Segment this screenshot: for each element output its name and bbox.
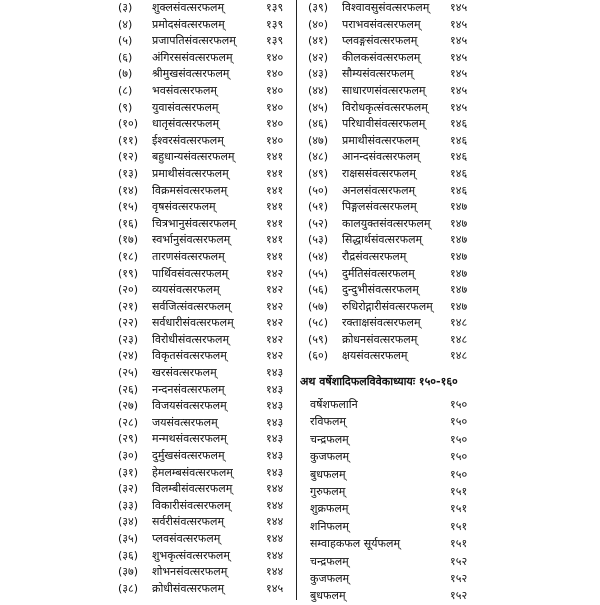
entry-title: कालयुक्तसंवत्सरफलम् [342,216,431,230]
entry-page-number: १४६ [450,150,468,164]
toc-entry [118,564,296,581]
toc-entry [118,332,296,349]
toc-entry [310,500,480,517]
toc-entry [310,431,480,448]
toc-entry [118,100,296,117]
toc-entry [118,133,296,150]
toc-entry [300,332,470,349]
toc-entry [118,33,296,50]
entry-page-number: १५० [450,432,468,446]
entry-title: मन्मथसंवत्सरफलम् [152,432,227,446]
entry-number: (५३) [308,233,329,247]
toc-entry [118,282,296,299]
toc-entry [300,315,470,332]
toc-entry [300,133,470,150]
entry-title: विकृतसंवत्सरफलम् [152,349,227,363]
entry-title: विरोधीसंवत्सरफलम् [152,332,230,346]
chapter-sub-entries [310,396,480,605]
toc-entry [118,531,296,548]
toc-entry [300,266,470,283]
entry-page-number: १४० [266,67,284,81]
entry-number: (४८) [308,150,329,164]
entry-title: सम्वाहकफल सूर्यफलम् [310,537,401,551]
entry-number: (२५) [118,366,139,380]
entry-number: (३६) [118,548,139,562]
toc-entry [300,17,470,34]
toc-entry [310,448,480,465]
toc-entry [118,514,296,531]
entry-title: प्रमोदसंवत्सरफलम् [152,17,225,31]
entry-page-number: १३९ [266,1,284,14]
entry-title: खरसंवत्सरफलम् [152,366,217,380]
entry-title: वर्षेशफलानि [310,398,358,411]
entry-number: (५२) [308,216,329,230]
entry-title: पार्थिवसंवत्सरफलम् [152,266,229,280]
entry-title: सर्वधारीसंवत्सरफलम् [152,316,234,330]
toc-entry [310,587,480,604]
entry-title: रुधिरोद्गारीसंवत्सरफलम् [342,299,433,313]
entry-page-number: १४४ [266,548,284,562]
entry-title: भवसंवत्सरफलम् [152,83,217,97]
toc-entry [118,50,296,67]
entry-page-number: १४४ [266,498,284,512]
toc-entry [118,249,296,266]
toc-entry [118,183,296,200]
toc-entry [118,365,296,382]
entry-number: (३१) [118,465,139,479]
entry-page-number: १४३ [266,449,284,463]
toc-entry [118,83,296,100]
entry-number: (२८) [118,415,139,429]
entry-page-number: १४० [266,83,284,97]
entry-number: (५०) [308,183,329,197]
toc-entry [310,553,480,570]
entry-number: (९) [118,100,133,114]
entry-page-number: १४२ [266,299,284,313]
entry-number: (२०) [118,283,139,297]
toc-entry [118,498,296,515]
entry-title: शुभकृत्संवत्सरफलम् [152,548,230,562]
toc-entry [300,83,470,100]
entry-page-number: १४३ [266,399,284,413]
toc-entry [118,382,296,399]
toc-entry [118,348,296,365]
entry-number: (२९) [118,432,139,446]
entry-number: (५५) [308,266,329,280]
entry-page-number: १४१ [266,166,284,180]
toc-entry [118,116,296,133]
entry-title: विकारीसंवत्सरफलम् [152,498,231,512]
entry-page-number: १४७ [450,233,468,247]
entry-number: (४९) [308,166,329,180]
entry-page-number: १४२ [266,316,284,330]
toc-entry [118,315,296,332]
entry-page-number: १४१ [266,183,284,197]
toc-entry [118,232,296,249]
entry-title: बहुधान्यसंवत्सरफलम् [152,150,235,164]
entry-page-number: १४४ [266,565,284,579]
entry-title: कुजफलम् [310,571,350,585]
column-divider [296,0,297,600]
entry-title: सिद्धार्थसंवत्सरफलम् [342,233,423,247]
entry-page-number: १५२ [450,554,468,568]
toc-entry [300,33,470,50]
entry-title: जयसंवत्सरफलम् [152,415,218,429]
entry-page-number: १४३ [266,465,284,479]
entry-title: युवासंवत्सरफलम् [152,100,219,114]
entry-number: (१९) [118,266,139,280]
toc-entry [118,17,296,34]
entry-page-number: १५० [450,398,468,411]
entry-title: परिधावीसंवत्सरफलम् [342,117,426,131]
entry-page-number: १४७ [450,266,468,280]
entry-page-number: १४६ [450,117,468,131]
entry-title: कुजफलम् [310,450,350,464]
toc-entry [310,413,480,430]
entry-title: पराभवसंवत्सरफलम् [342,17,421,31]
entry-page-number: १४५ [266,581,284,595]
entry-title: बुधफलम् [310,589,346,603]
entry-title: गुरुफलम् [310,484,346,498]
entry-title: वृषसंवत्सरफलम् [152,200,216,214]
entry-page-number: १४१ [266,200,284,214]
entry-page-number: १४० [266,50,284,64]
toc-entry [300,66,470,83]
toc-entry [300,183,470,200]
entry-page-number: १४७ [450,299,468,313]
entry-page-number: १४५ [450,17,468,31]
entry-title: चित्रभानुसंवत्सरफलम् [152,216,236,230]
entry-page-number: १४१ [266,249,284,263]
toc-entry [300,199,470,216]
toc-entry [118,398,296,415]
toc-entry [300,100,470,117]
entry-title: शोभनसंवत्सरफलम् [152,565,228,579]
entry-page-number: १४१ [266,216,284,230]
entry-page-number: १४७ [450,216,468,230]
entry-page-number: १४५ [450,100,468,114]
toc-entry [118,581,296,598]
entry-page-number: १४६ [450,166,468,180]
entry-title: रक्ताक्षसंवत्सरफलम् [342,316,421,330]
entry-number: (११) [118,133,139,147]
entry-title: बुधफलम् [310,467,346,481]
toc-entry [300,0,470,17]
entry-page-number: १३९ [266,17,284,31]
entry-number: (१४) [118,183,139,197]
entry-number: (५६) [308,283,329,297]
entry-title: सौम्यसंवत्सरफलम् [342,67,414,81]
toc-entry [300,116,470,133]
entry-number: (४३) [308,67,329,81]
entry-title: प्लवङ्गसंवत्सरफलम् [342,34,418,48]
entry-title: रौद्रसंवत्सरफलम् [342,249,407,263]
entry-title: चन्द्रफलम् [310,554,349,568]
entry-page-number: १४३ [266,366,284,380]
entry-title: चन्द्रफलम् [310,432,349,446]
toc-entry [118,448,296,465]
entry-page-number: १५२ [450,571,468,585]
entry-number: (१५) [118,200,139,214]
toc-entry [310,535,480,552]
toc-entry [300,249,470,266]
entry-number: (३०) [118,449,139,463]
entry-title: नन्दनसंवत्सरफलम् [152,382,225,396]
entry-title: विक्रमसंवत्सरफलम् [152,183,228,197]
entry-page-number: १५१ [450,537,468,551]
toc-entry [300,149,470,166]
entry-number: (६) [118,50,133,64]
entry-title: दुर्मुखसंवत्सरफलम् [152,449,225,463]
toc-entry [310,570,480,587]
entry-page-number: १४५ [450,83,468,97]
entry-title: प्रमाथीसंवत्सरफलम् [342,133,419,147]
toc-entry [300,282,470,299]
entry-page-number: १४५ [450,67,468,81]
entry-number: (३५) [118,532,139,545]
toc-entry [300,50,470,67]
entry-number: (२४) [118,349,139,363]
entry-number: (५९) [308,332,329,346]
entry-title: शनिफलम् [310,519,349,533]
entry-title: दुन्दुभीसंवत्सरफलम् [342,283,419,297]
entry-title: तारणसंवत्सरफलम् [152,249,225,263]
toc-entry [118,415,296,432]
entry-title: क्रोधीसंवत्सरफलम् [152,581,225,595]
entry-number: (३९) [308,1,329,14]
entry-number: (१८) [118,249,139,263]
toc-entry [310,396,480,413]
entry-page-number: १४३ [266,432,284,446]
toc-entry [118,548,296,565]
entry-title: सर्वजित्संवत्सरफलम् [152,299,231,313]
entry-title: ईश्वरसंवत्सरफलम् [152,133,224,147]
entry-number: (१२) [118,150,139,164]
entry-title: आनन्दसंवत्सरफलम् [342,150,420,164]
entry-page-number: १५२ [450,589,468,603]
entry-page-number: १४० [266,100,284,114]
toc-entry [118,149,296,166]
entry-page-number: १४१ [266,233,284,247]
entry-page-number: १५० [450,467,468,481]
entry-title: हेमलम्बसंवत्सरफलम् [152,465,233,479]
entry-title: अनलसंवत्सरफलम् [342,183,416,197]
entry-number: (५८) [308,316,329,330]
entry-page-number: १४० [266,133,284,147]
entry-page-number: १४३ [266,415,284,429]
toc-entry [118,0,296,17]
entry-page-number: १४७ [450,200,468,214]
entry-number: (४४) [308,83,329,97]
entry-page-number: १४२ [266,349,284,363]
entry-title: शुक्रफलम् [310,502,349,516]
entry-number: (४) [118,17,133,31]
entry-page-number: १५० [450,450,468,464]
entry-page-number: १४७ [450,283,468,297]
entry-number: (१०) [118,117,139,131]
entry-number: (२३) [118,332,139,346]
entry-number: (१३) [118,166,139,180]
toc-entry [310,518,480,535]
entry-number: (३८) [118,581,139,595]
entry-number: (३) [118,1,133,14]
entry-page-number: १४८ [450,332,468,346]
entry-number: (४६) [308,117,329,131]
toc-entry [118,465,296,482]
entry-title: दुर्मतिसंवत्सरफलम् [342,266,415,280]
toc-entry [310,483,480,500]
entry-page-number: १४६ [450,133,468,147]
entry-title: अंगिरससंवत्सरफलम् [152,50,233,64]
entry-number: (७) [118,67,133,81]
entry-title: प्रजापतिसंवत्सरफलम् [152,34,236,48]
entry-page-number: १४८ [450,316,468,330]
toc-entry [118,266,296,283]
entry-page-number: १४३ [266,382,284,396]
entry-title: शुक्लसंवत्सरफलम् [152,1,225,14]
entry-page-number: १४० [266,117,284,131]
entry-page-number: १५१ [450,484,468,498]
entry-page-number: १५१ [450,519,468,533]
entry-title: राक्षससंवत्सरफलम् [342,166,416,180]
entry-number: (५१) [308,200,329,214]
entry-number: (४७) [308,133,329,147]
entry-number: (३२) [118,482,139,496]
entry-title: पिङ्गलसंवत्सरफलम् [342,200,417,214]
entry-page-number: १४५ [450,1,468,14]
entry-page-number: १४४ [266,482,284,496]
toc-entry [310,466,480,483]
toc-entry [300,232,470,249]
toc-entry [118,166,296,183]
entry-title: व्ययसंवत्सरफलम् [152,283,220,297]
toc-right-column [300,0,470,365]
entry-page-number: १४६ [450,183,468,197]
toc-entry [118,199,296,216]
entry-number: (१७) [118,233,139,247]
entry-number: (४१) [308,34,329,48]
entry-page-number: १५० [450,415,468,429]
entry-number: (२१) [118,299,139,313]
entry-title: सर्वरीसंवत्सरफलम् [152,515,225,529]
entry-number: (३३) [118,498,139,512]
toc-left-column [118,0,296,597]
toc-entry [300,348,470,365]
entry-title: क्रोधनसंवत्सरफलम् [342,332,418,346]
entry-page-number: १४४ [266,515,284,529]
entry-page-number: १४७ [450,249,468,263]
entry-title: विश्वावसुसंवत्सरफलम् [342,1,430,14]
entry-title: प्रमाथीसंवत्सरफलम् [152,166,229,180]
entry-number: (६०) [308,349,329,363]
entry-number: (४२) [308,50,329,64]
entry-number: (३४) [118,515,139,529]
entry-number: (२२) [118,316,139,330]
entry-page-number: १४२ [266,332,284,346]
entry-number: (४०) [308,17,329,31]
toc-entry [118,216,296,233]
entry-number: (२६) [118,382,139,396]
toc-entry [118,299,296,316]
toc-entry [118,431,296,448]
entry-number: (५) [118,34,133,48]
entry-title: धातृसंवत्सरफलम् [152,117,220,131]
entry-page-number: १३९ [266,34,284,48]
entry-number: (१६) [118,216,139,230]
entry-title: साधारणसंवत्सरफलम् [342,83,426,97]
entry-number: (३७) [118,565,139,579]
entry-number: (८) [118,83,133,97]
entry-number: (४५) [308,100,329,114]
toc-entry [118,481,296,498]
entry-page-number: १४२ [266,283,284,297]
entry-page-number: १४५ [450,34,468,48]
entry-number: (५४) [308,249,329,263]
entry-number: (२७) [118,399,139,413]
entry-page-number: १४१ [266,150,284,164]
entry-title: स्वर्भानुसंवत्सरफलम् [152,233,231,247]
toc-entry [300,166,470,183]
entry-title: रविफलम् [310,415,346,429]
toc-entry [300,299,470,316]
entry-title: कीलकसंवत्सरफलम् [342,50,421,64]
entry-title: श्रीमुखसंवत्सरफलम् [152,67,230,81]
chapter-heading: अथ वर्षेशादिफलविवेकाध्यायः १५०-१६० [300,375,458,388]
entry-title: विरोधकृत्संवत्सरफलम् [342,100,428,114]
entry-number: (५७) [308,299,329,313]
entry-page-number: १४२ [266,266,284,280]
toc-entry [300,216,470,233]
entry-title: क्षयसंवत्सरफलम् [342,349,408,363]
entry-page-number: १४८ [450,349,468,363]
entry-page-number: १५१ [450,502,468,516]
entry-page-number: १४४ [266,532,284,545]
toc-entry [118,66,296,83]
entry-page-number: १४५ [450,50,468,64]
entry-title: विलम्बीसंवत्सरफलम् [152,482,233,496]
entry-title: विजयसंवत्सरफलम् [152,399,227,413]
entry-title: प्लवसंवत्सरफलम् [152,532,221,545]
